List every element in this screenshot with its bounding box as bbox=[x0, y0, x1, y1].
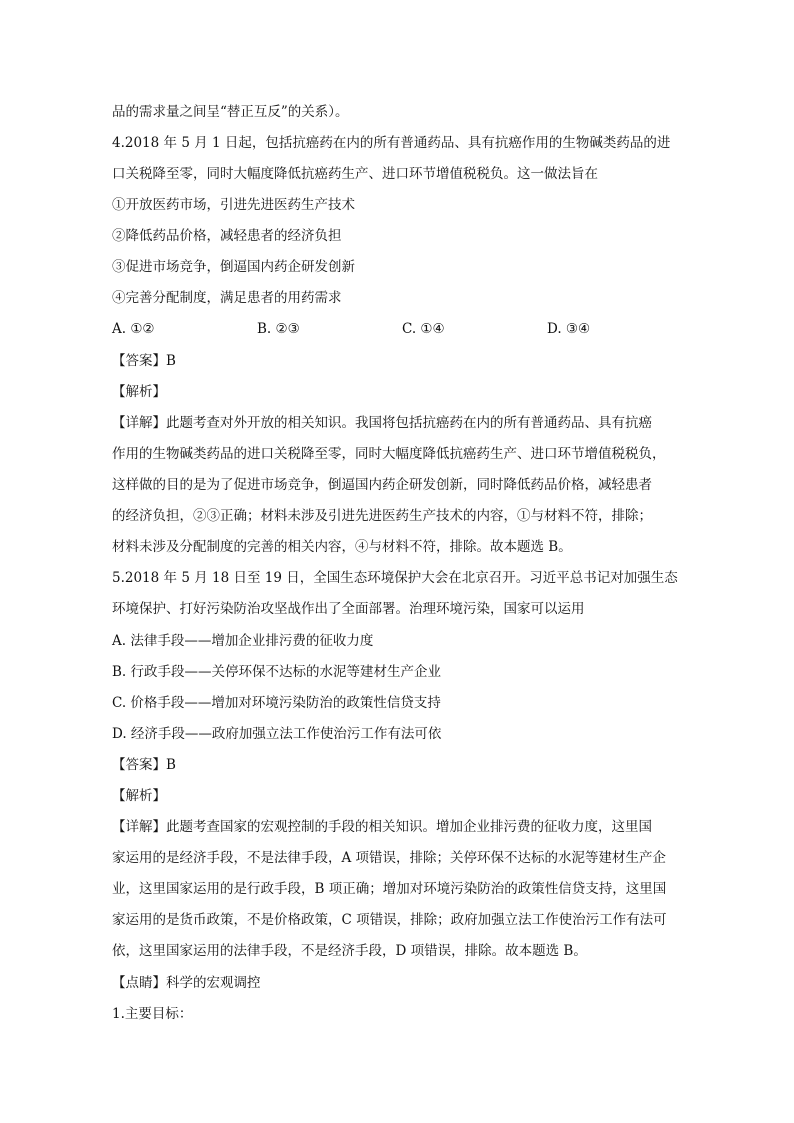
question-4-item-1: ①开放医药市场，引进先进医药生产技术 bbox=[112, 197, 355, 213]
question-4-item-3: ③促进市场竞争，倒逼国内药企研发创新 bbox=[112, 259, 355, 275]
detail-text: 依，这里国家运用的法律手段，不是经济手段，D 项错误，排除。故本题选 B。 bbox=[112, 943, 587, 959]
question-5-stem-cont: 环境保护、打好污染防治攻坚战作出了全面部署。治理环境污染，国家可以运用 bbox=[112, 601, 585, 617]
detail-text: 这样做的目的是为了促进市场竞争，倒逼国内药企研发创新，同时降低药品价格，减轻患者 bbox=[112, 477, 652, 493]
question-4-item-2: ②降低药品价格，减轻患者的经济负担 bbox=[112, 228, 342, 244]
detail-text: 【详解】此题考查国家的宏观控制的手段的相关知识。增加企业排污费的征收力度，这里国 bbox=[112, 819, 652, 835]
question-4-stem-cont: 口关税降至零，同时大幅度降低抗癌药生产、进口环节增值税税负。这一做法旨在 bbox=[112, 166, 598, 182]
detail-text: 材料未涉及分配制度的完善的相关内容，④与材料不符，排除。故本题选 B。 bbox=[112, 539, 572, 555]
question-4-item-4: ④完善分配制度，满足患者的用药需求 bbox=[112, 290, 342, 306]
question-5-option-d: D. 经济手段——政府加强立法工作使治污工作有法可依 bbox=[112, 726, 442, 742]
key-point-label: 【点睛】科学的宏观调控 bbox=[112, 975, 261, 991]
answer-label: 【答案】B bbox=[112, 757, 176, 773]
option-a: A. ①② bbox=[112, 321, 155, 337]
detail-text: 的经济负担，②③正确；材料未涉及引进先进医药生产技术的内容，①与材料不符，排除； bbox=[112, 508, 652, 524]
question-5-option-a: A. 法律手段——增加企业排污费的征收力度 bbox=[112, 633, 374, 649]
question-5-option-b: B. 行政手段——关停环保不达标的水泥等建材生产企业 bbox=[112, 664, 442, 680]
option-d: D. ③④ bbox=[547, 321, 591, 337]
question-5-stem: 5.2018 年 5 月 18 日至 19 日，全国生态环境保护大会在北京召开。习近平总书记对加强生态 bbox=[112, 570, 678, 586]
answer-label: 【答案】B bbox=[112, 353, 176, 369]
question-4-options bbox=[112, 319, 692, 339]
detail-text: 【详解】此题考查对外开放的相关知识。我国将包括抗癌药在内的所有普通药品、具有抗癌 bbox=[112, 415, 652, 431]
main-goal-heading: 1.主要目标： bbox=[112, 1006, 193, 1022]
detail-text: 作用的生物碱类药品的进口关税降至零，同时大幅度降低抗癌药生产、进口环节增值税税负， bbox=[112, 446, 666, 462]
question-5-option-c: C. 价格手段——增加对环境污染防治的政策性信贷支持 bbox=[112, 695, 441, 711]
option-b: B. ②③ bbox=[257, 321, 300, 337]
option-c: C. ①④ bbox=[402, 321, 445, 337]
detail-text: 家运用的是经济手段，不是法律手段，A 项错误，排除；关停环保不达标的水泥等建材生产企 bbox=[112, 850, 667, 866]
question-4-stem: 4.2018 年 5 月 1 日起，包括抗癌药在内的所有普通药品、具有抗癌作用的生物碱类药品的进 bbox=[112, 135, 671, 151]
detail-text: 业，这里国家运用的是行政手段，B 项正确；增加对环境污染防治的政策性信贷支持，这里国 bbox=[112, 881, 667, 897]
analysis-label: 【解析】 bbox=[112, 384, 166, 400]
text-line: 品的需求量之间呈“替正互反”的关系）。 bbox=[112, 104, 349, 120]
analysis-label: 【解析】 bbox=[112, 788, 166, 804]
detail-text: 家运用的是货币政策，不是价格政策，C 项错误，排除；政府加强立法工作使治污工作有法可 bbox=[112, 912, 667, 928]
